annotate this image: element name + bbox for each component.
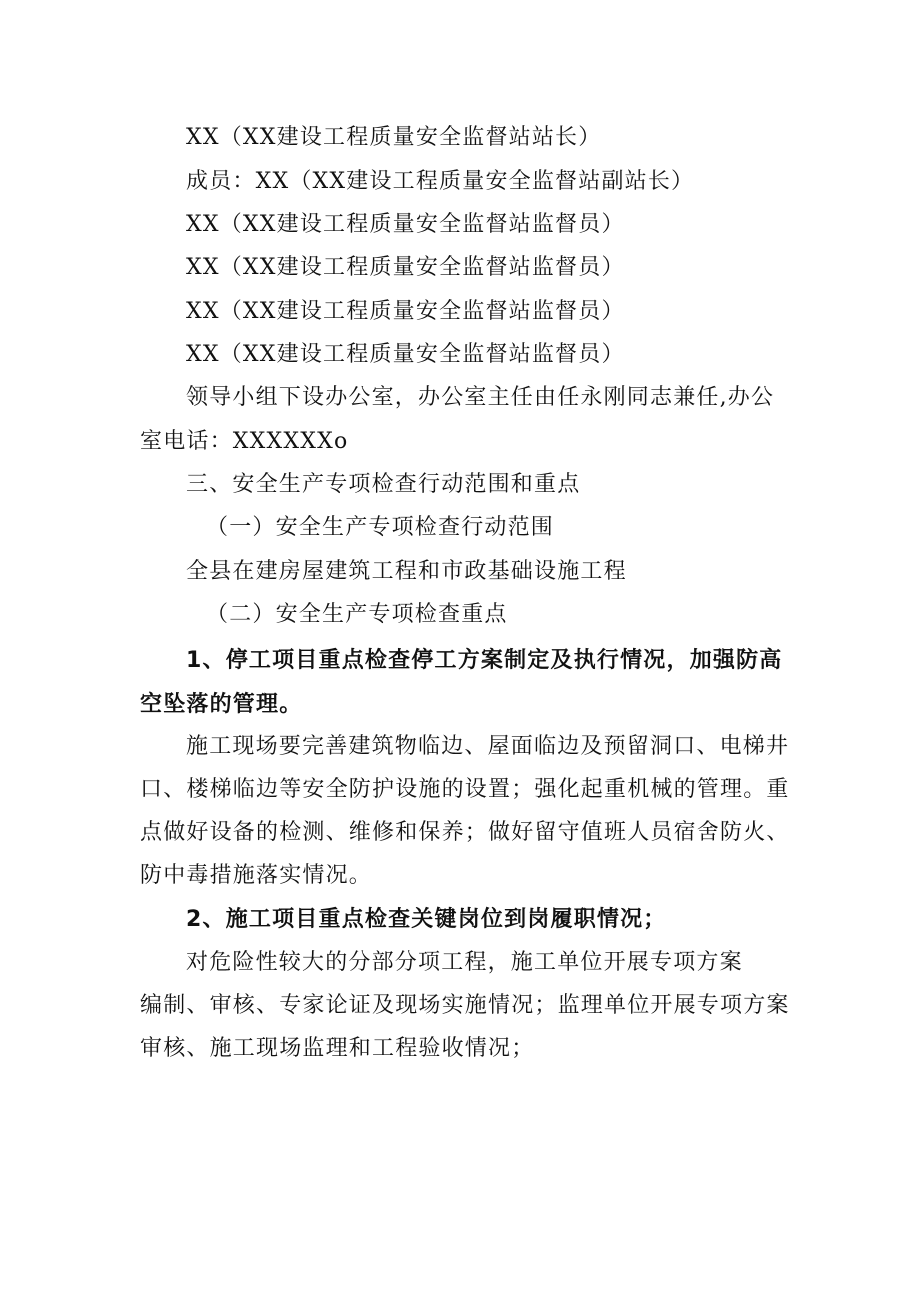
- member-line-4: XX（XX建设工程质量安全监督站监督员）: [186, 255, 625, 280]
- point-1-title-line-1: 1、停工项目重点检查停工方案制定及执行情况，加强防高: [186, 648, 783, 673]
- member-line-2: 成员：XX（XX建设工程质量安全监督站副站长）: [186, 169, 695, 194]
- office-paragraph-line-2: 室电话：XXXXXXo: [140, 429, 349, 454]
- point-2-body-line-1: 对危险性较大的分部分项工程，施工单位开展专项方案: [186, 950, 743, 975]
- member-line-6: XX（XX建设工程质量安全监督站监督员）: [186, 342, 625, 367]
- point-2-body-line-3: 审核、施工现场监理和工程验收情况；: [140, 1036, 535, 1061]
- point-1-body-line-2: 口、楼梯临边等安全防护设施的设置；强化起重机械的管理。重: [140, 777, 790, 802]
- point-2-body-line-2: 编制、审核、专家论证及现场实施情况；监理单位开展专项方案: [140, 993, 790, 1018]
- office-paragraph-line-1: 领导小组下设办公室，办公室主任由任永刚同志兼任,办公: [186, 385, 775, 410]
- point-1-body-line-3: 点做好设备的检测、维修和保养；做好留守值班人员宿舍防火、: [140, 820, 790, 845]
- member-line-3: XX（XX建设工程质量安全监督站监督员）: [186, 212, 625, 237]
- member-line-5: XX（XX建设工程质量安全监督站监督员）: [186, 299, 625, 324]
- member-line-1: XX（XX建设工程质量安全监督站站长）: [186, 125, 602, 150]
- point-2-title: 2、施工项目重点检查关键岗位到岗履职情况；: [186, 907, 667, 932]
- point-1-body-line-1: 施工现场要完善建筑物临边、屋面临边及预留洞口、电梯井: [186, 734, 790, 759]
- subheading-key-points: （二）安全生产专项检查重点: [206, 602, 508, 627]
- point-1-title-line-2: 空坠落的管理。: [140, 692, 303, 717]
- scope-text: 全县在建房屋建筑工程和市政基础设施工程: [186, 559, 627, 584]
- subheading-scope: （一）安全生产专项检查行动范围: [206, 515, 555, 540]
- section-heading: 三、安全生产专项检查行动范围和重点: [186, 472, 581, 497]
- point-1-body-line-4: 防中毒措施落实情况。: [140, 863, 373, 888]
